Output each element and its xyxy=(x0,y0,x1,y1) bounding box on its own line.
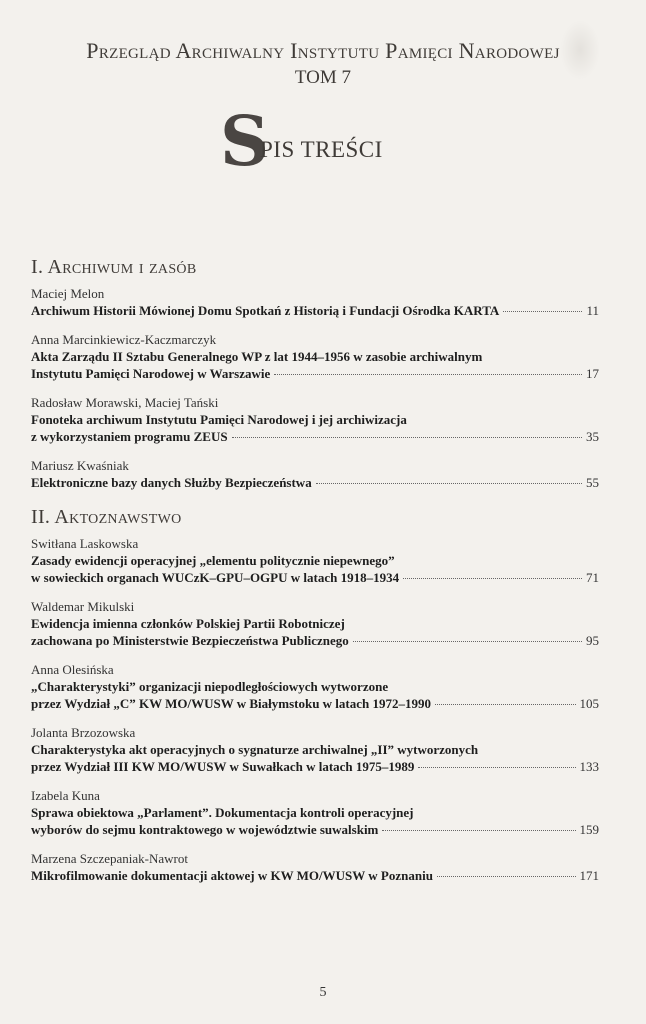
dot-leader xyxy=(382,830,575,831)
journal-header xyxy=(0,38,646,91)
entry-title-line: w sowieckich organach WUCzK–GPU–OGPU w latach 1918–1934 xyxy=(31,570,400,585)
dot-leader xyxy=(503,311,582,312)
entry-title-line: przez Wydział „C” KW MO/WUSW w Białymstoku w latach 1972–1990 xyxy=(31,696,431,711)
entry-title-line: zachowana po Ministerstwie Bezpieczeństwa Publicznego xyxy=(31,633,349,648)
entry-page-number: 171 xyxy=(579,868,599,883)
entry-title-line: przez Wydział III KW MO/WUSW w Suwałkach w latach 1975–1989 xyxy=(31,759,415,774)
entry-author: Switłana Laskowska xyxy=(31,536,139,551)
entry-author: Izabela Kuna xyxy=(31,788,100,803)
page-number: 5 xyxy=(319,985,327,1000)
entry-title-row xyxy=(31,758,599,775)
entry-title-line: Fonoteka archiwum Instytutu Pamięci Narodowej i jej archiwizacja xyxy=(31,412,407,427)
toc-entry xyxy=(31,394,599,445)
dot-leader xyxy=(418,767,575,768)
entry-title-row xyxy=(31,821,599,838)
toc-entry xyxy=(31,661,599,712)
entry-title-row xyxy=(31,632,599,649)
dot-leader xyxy=(274,374,582,375)
entry-title-row xyxy=(31,428,599,445)
entry-title-row xyxy=(31,302,599,319)
toc-heading xyxy=(220,102,420,182)
entry-author: Mariusz Kwaśniak xyxy=(31,458,129,473)
entry-author: Anna Marcinkiewicz-Kaczmarczyk xyxy=(31,332,217,347)
dot-leader xyxy=(403,578,582,579)
entry-page-number: 35 xyxy=(586,429,599,444)
entry-title-line: Instytutu Pamięci Narodowej w Warszawie xyxy=(31,366,271,381)
entry-title-line: wyborów do sejmu kontraktowego w województwie suwalskim xyxy=(31,822,379,837)
entry-page-number: 159 xyxy=(579,822,599,837)
entry-title-line: Elektroniczne bazy danych Służby Bezpieczeństwa xyxy=(31,475,312,490)
entry-title-line: Mikrofilmowanie dokumentacji aktowej w KW MO/WUSW w Poznaniu xyxy=(31,868,433,883)
entry-page-number: 55 xyxy=(586,475,599,490)
entry-title-line: Sprawa obiektowa „Parlament”. Dokumentacja kontroli operacyjnej xyxy=(31,805,414,820)
entry-title-line: Akta Zarządu II Sztabu Generalnego WP z lat 1944–1956 w zasobie archiwalnym xyxy=(31,349,483,364)
entry-title-line: Zasady ewidencji operacyjnej „elementu politycznie niepewnego” xyxy=(31,553,395,568)
entry-title-line: Archiwum Historii Mówionej Domu Spotkań z Historią i Fundacji Ośrodka KARTA xyxy=(31,303,500,318)
entry-author: Jolanta Brzozowska xyxy=(31,725,136,740)
journal-title: Przegląd Archiwalny Instytutu Pamięci Narodowej xyxy=(86,38,560,63)
toc-entry xyxy=(31,331,599,382)
entry-page-number: 11 xyxy=(586,303,599,318)
entry-title-row xyxy=(31,867,599,884)
section-title: II. Aktoznawstwo xyxy=(31,506,182,528)
toc-heading-text: PIS TREŚCI xyxy=(260,137,383,162)
toc-drop-cap: S xyxy=(220,102,270,182)
entry-title-row xyxy=(31,695,599,712)
table-of-contents xyxy=(31,255,599,896)
entry-title-row xyxy=(31,569,599,586)
dot-leader xyxy=(437,876,576,877)
entry-page-number: 71 xyxy=(586,570,599,585)
entry-title-row xyxy=(31,365,599,382)
entry-title-line: Charakterystyka akt operacyjnych o sygnaturze archiwalnej „II” wytworzonych xyxy=(31,742,479,757)
entry-author: Marzena Szczepaniak-Nawrot xyxy=(31,851,188,866)
entry-author: Radosław Morawski, Maciej Tański xyxy=(31,395,219,410)
dot-leader xyxy=(353,641,582,642)
entry-author: Anna Olesińska xyxy=(31,662,114,677)
toc-entry xyxy=(31,724,599,775)
toc-entry xyxy=(31,787,599,838)
entry-title-row xyxy=(31,474,599,491)
entry-title-line: z wykorzystaniem programu ZEUS xyxy=(31,429,228,444)
toc-entry xyxy=(31,598,599,649)
dot-leader xyxy=(435,704,576,705)
toc-entry xyxy=(31,457,599,491)
toc-entry xyxy=(31,285,599,319)
dot-leader xyxy=(316,483,582,484)
entry-page-number: 17 xyxy=(586,366,599,381)
toc-entry xyxy=(31,850,599,884)
dot-leader xyxy=(232,437,582,438)
entry-page-number: 133 xyxy=(579,759,599,774)
entry-page-number: 105 xyxy=(579,696,599,711)
volume-label: TOM 7 xyxy=(294,67,352,88)
section-title: I. Archiwum i zasób xyxy=(31,256,197,278)
entry-page-number: 95 xyxy=(586,633,599,648)
entry-title-line: „Charakterystyki” organizacji niepodległościowych wytworzone xyxy=(31,679,389,694)
toc-entry xyxy=(31,535,599,586)
entry-author: Waldemar Mikulski xyxy=(31,599,135,614)
entry-title-line: Ewidencja imienna członków Polskiej Partii Robotniczej xyxy=(31,616,345,631)
entry-author: Maciej Melon xyxy=(31,286,105,301)
